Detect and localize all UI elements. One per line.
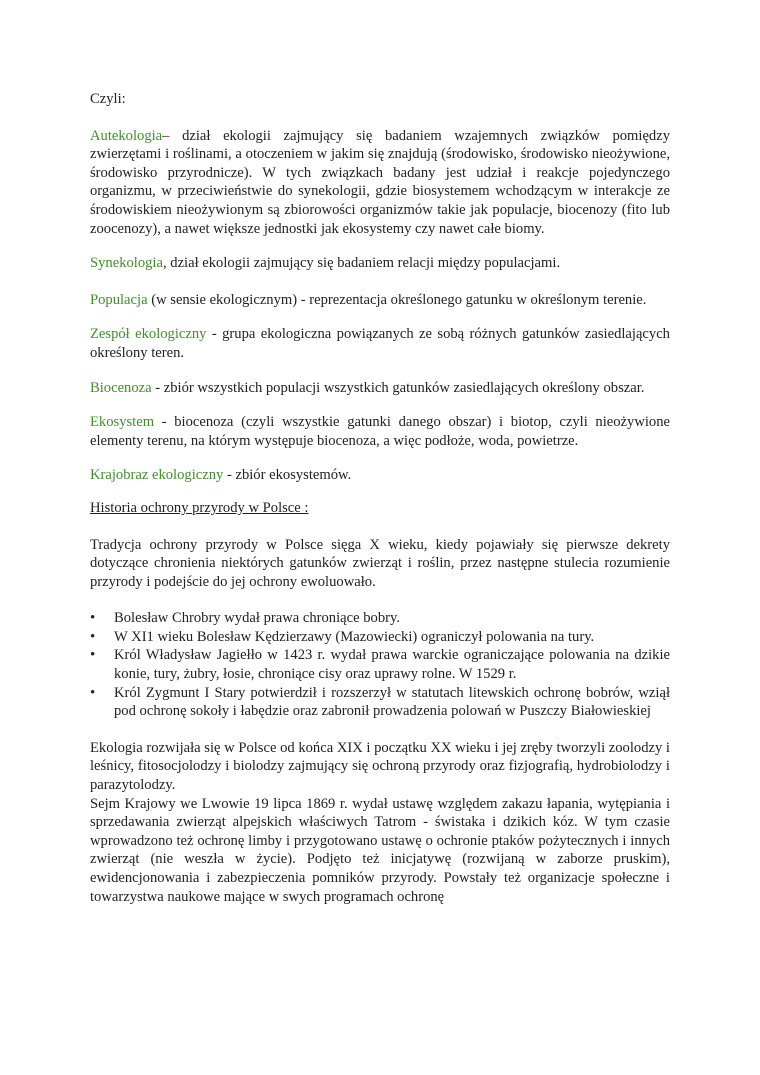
intro-text: Czyli: — [90, 91, 126, 107]
list-item: • Bolesław Chrobry wydał prawa chroniące bobry. — [114, 609, 670, 628]
definition-text: , dział ekologii zajmujący się badaniem relacji między populacjami. — [162, 255, 561, 272]
definition-zespol-ekologiczny — [90, 325, 670, 362]
list-item: • Król Władysław Jagiełło w 1423 r. wydał prawa warckie ograniczające polowania na dzikie konie, tury, żubry, łosie, chroniące cisy oraz uprawy rolne. W 1529 r. — [114, 646, 670, 683]
definition-term: Biocenoza — [90, 379, 152, 396]
definition-text: - zbiór wszystkich populacji wszystkich gatunków zasiedlających określony obszar. — [151, 379, 645, 396]
definition-biocenoza — [90, 379, 670, 398]
document-page — [90, 90, 670, 906]
definition-text: - grupa ekologiczna powiązanych ze sobą różnych gatunków zasiedlających określony teren. — [90, 326, 670, 361]
definition-text: - zbiór ekosystemów. — [223, 467, 352, 484]
definition-term: Autekologia — [90, 127, 163, 144]
definition-text: - biocenoza (czyli wszystkie gatunki danego obszar) i biotop, czyli nieożywione elementy terenu, na którym występuje biocenoza, a więc podłoże, woda, powietrze. — [90, 414, 670, 449]
history-intro: Tradycja ochrony przyrody w Polsce sięga X wieku, kiedy pojawiały się pierwsze dekrety dotyczące chronienia niektórych gatunków zwierząt i roślin, przez następne stulecia rozumienie przyrody i podejście do jej ochrony ewoluowało. — [90, 536, 670, 590]
closing-paragraph-2: Sejm Krajowy we Lwowie 19 lipca 1869 r. wydał ustawę względem zakazu łapania, wytępiania i sprzedawania zwierząt alpejskich właściwych Tatrom - świstaka i dzikich kóz. W tym czasie wprowadzono też ochronę limby i przygotowano ustawę o ochronie ptaków pożytecznych i innych zwierząt (nie weszła w życie). Podjęto też inicjatywę (rozwijaną w zaborze pruskim), ewidencjonowania i zabezpieczenia pomników przyrody. Powstały też organizacje społeczne i towarzystwa naukowe mające w swych programach ochronę — [90, 795, 670, 905]
closing-paragraph-1: Ekologia rozwijała się w Polsce od końca XIX i początku XX wieku i jej zręby tworzyli zoolodzy i leśnicy, fitosocjolodzy i biolodzy zajmujący się ochroną przyrody oraz fizjografią, hydrobiolodzy i parazytolodzy. — [90, 739, 670, 794]
definition-synekologia — [90, 254, 670, 273]
definition-term: Populacja — [90, 291, 148, 308]
definition-autekologia — [90, 127, 670, 239]
history-list — [90, 609, 670, 721]
list-item: • W XI1 wieku Bolesław Kędzierzawy (Mazowiecki) ograniczył polowania na tury. — [114, 628, 670, 647]
definition-term: Synekologia — [90, 255, 163, 272]
definition-term: Zespół ekologiczny — [90, 326, 207, 343]
definition-term: Krajobraz ekologiczny — [90, 467, 224, 484]
definition-text: – dział ekologii zajmujący się badaniem wzajemnych związków pomiędzy zwierzętami i roślinami, a otoczeniem w jakim się znajdują (środowisko, środowisko nieożywione, środowisko przyrodnicze). W tych związkach badany jest udział i reakcje pojedynczego organizmu, w przeciwieństwie do synekologii, gdzie biosystemem wchodzącym w interakcje ze środowiskiem nieożywionym są zbiorowości organizmów takie jak populacje, biocenozy (fito lub zoocenozy), a nawet większe jednostki jak ekosystemy czy nawet całe biomy. — [90, 127, 670, 237]
definition-populacja — [90, 291, 670, 310]
definition-ekosystem — [90, 413, 670, 450]
history-heading: Historia ochrony przyrody w Polsce : — [90, 499, 309, 516]
definition-text: (w sensie ekologicznym) - reprezentacja określonego gatunku w określonym terenie. — [147, 291, 647, 308]
definition-krajobraz-ekologiczny — [90, 466, 670, 485]
list-item: • Król Zygmunt I Stary potwierdził i rozszerzył w statutach litewskich ochronę bobrów, wziął pod ochronę sokoły i łabędzie oraz zabronił prowadzenia polowań w Puszczy Białowieskiej — [114, 684, 670, 721]
definition-term: Ekosystem — [90, 414, 155, 431]
